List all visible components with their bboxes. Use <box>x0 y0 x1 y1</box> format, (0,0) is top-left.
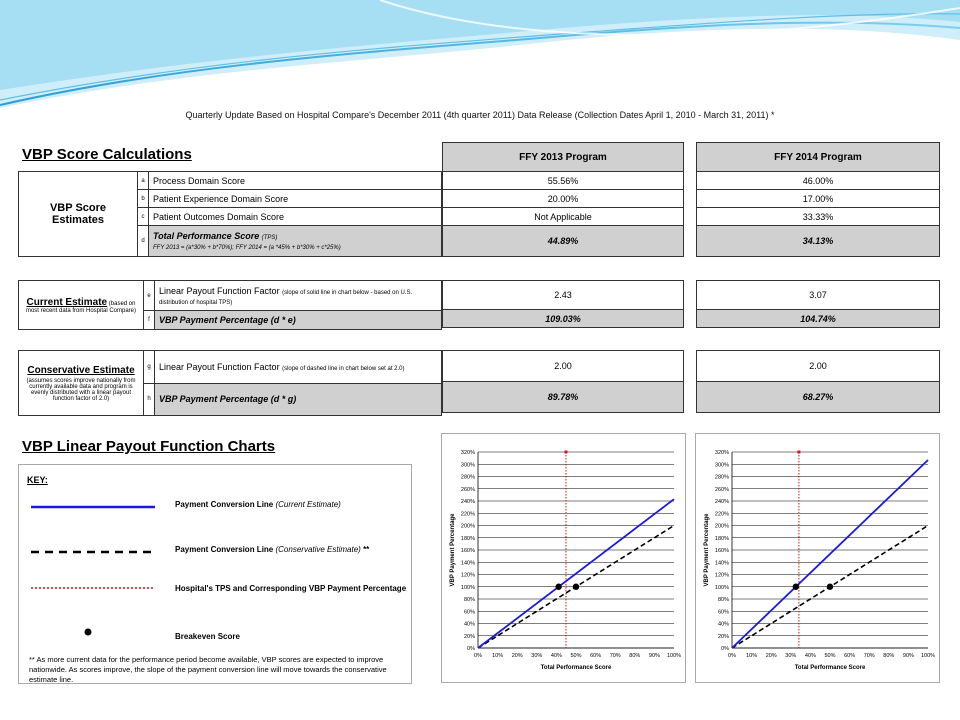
chart-ffy2014 <box>696 434 939 682</box>
chart-ffy2014-box <box>695 433 940 683</box>
breakeven-point <box>555 584 561 590</box>
x-tick-label: 100% <box>920 653 936 659</box>
y-tick-label: 160% <box>460 548 475 554</box>
row-letter: d <box>138 226 149 257</box>
y-tick-label: 140% <box>460 560 475 567</box>
breakeven-point <box>793 584 799 590</box>
row-letter: b <box>138 190 149 208</box>
key-item-breakeven: Breakeven Score <box>175 632 240 641</box>
chart-ffy2013-box <box>441 433 686 683</box>
x-tick-label: 0% <box>474 653 482 659</box>
y-tick-label: 320% <box>714 450 729 456</box>
y-tick-label: 100% <box>460 584 475 591</box>
x-tick-label: 20% <box>511 653 523 659</box>
row-letter: a <box>138 172 149 190</box>
y-tick-label: 180% <box>460 535 475 542</box>
row-letter: g <box>144 351 155 384</box>
ffy2014-header: FFY 2014 Program <box>697 143 940 172</box>
x-tick-label: 30% <box>531 653 543 659</box>
x-tick-label: 40% <box>550 653 562 659</box>
y-tick-label: 240% <box>714 499 729 505</box>
key-item-conservative-qualifier: (Conservative Estimate) <box>275 545 361 554</box>
x-tick-label: 80% <box>883 653 895 659</box>
header-swoosh <box>0 0 960 115</box>
ffy2013-process-value: 55.56% <box>443 172 684 190</box>
x-tick-label: 70% <box>609 653 621 659</box>
x-tick-label: 60% <box>590 653 602 659</box>
row-letter: h <box>144 383 155 416</box>
ffy2014-outcomes-value: 33.33% <box>697 208 940 226</box>
y-tick-label: 280% <box>714 474 729 481</box>
key-item-tps: Hospital's TPS and Corresponding VBP Payment Percentage <box>175 584 407 593</box>
y-tick-label: 200% <box>460 523 475 530</box>
y-tick-label: 0% <box>467 646 475 652</box>
conservative-factor-label-cell <box>155 351 442 384</box>
ffy2013-outcomes-value: Not Applicable <box>443 208 684 226</box>
key-item-conservative-suffix: ** <box>360 545 370 554</box>
key-dotted-line-icon <box>31 585 161 591</box>
row-letter: c <box>138 208 149 226</box>
current-estimate-label: Current Estimate <box>26 296 108 308</box>
tps-marker <box>797 451 800 454</box>
ffy2014-current-payment: 104.74% <box>697 310 940 328</box>
y-tick-label: 220% <box>714 511 729 518</box>
ffy2014-current-column <box>696 280 940 328</box>
key-item-current-qualifier: (Current Estimate) <box>275 500 341 509</box>
conservative-estimate-label: Conservative Estimate <box>27 364 135 376</box>
ffy2013-header: FFY 2013 Program <box>443 143 684 172</box>
key-item-current-label: Payment Conversion Line <box>175 500 274 509</box>
y-tick-label: 20% <box>463 633 475 640</box>
tps-abbr: (TPS) <box>261 235 278 241</box>
y-tick-label: 120% <box>460 572 475 579</box>
ffy2013-current-factor: 2.43 <box>443 281 684 310</box>
key-solid-line-icon <box>31 503 161 511</box>
x-tick-label: 30% <box>785 653 797 659</box>
tps-formula: FFY 2013 = (a*30% + b*70%); FFY 2014 = (a *45% + b*30% + c*25%) <box>153 245 341 251</box>
y-tick-label: 260% <box>460 486 475 493</box>
current-factor-note: (slope of solid line in chart below - based on U.S. distribution of hospital TPS) <box>159 289 413 306</box>
chart-ffy2013 <box>442 434 685 682</box>
x-tick-label: 50% <box>824 653 836 659</box>
ffy2013-current-column <box>442 280 684 328</box>
ffy2013-experience-value: 20.00% <box>443 190 684 208</box>
x-tick-label: 60% <box>844 653 856 659</box>
y-axis-label: VBP Payment Percentage <box>704 513 710 587</box>
y-tick-label: 220% <box>460 511 475 518</box>
key-dashed-line-icon <box>31 548 161 556</box>
y-tick-label: 180% <box>714 535 729 542</box>
conservative-payment-label: VBP Payment Percentage (d * g) <box>155 383 442 416</box>
ffy2014-conservative-factor: 2.00 <box>697 351 940 382</box>
x-tick-label: 20% <box>765 653 777 659</box>
y-tick-label: 100% <box>714 584 729 591</box>
y-tick-label: 40% <box>463 621 475 628</box>
x-tick-label: 70% <box>863 653 875 659</box>
key-dot-icon <box>83 627 93 637</box>
y-tick-label: 60% <box>717 609 729 616</box>
y-tick-label: 40% <box>717 621 729 628</box>
x-axis-label: Total Performance Score <box>794 665 866 671</box>
y-tick-label: 200% <box>714 523 729 530</box>
ffy2014-current-factor: 3.07 <box>697 281 940 310</box>
x-tick-label: 40% <box>804 653 816 659</box>
ffy2013-tps-value: 44.89% <box>443 226 684 257</box>
estimates-label: VBP Score Estimates <box>19 172 138 257</box>
y-tick-label: 280% <box>460 474 475 481</box>
y-tick-label: 320% <box>460 450 475 456</box>
ffy2013-current-payment: 109.03% <box>443 310 684 328</box>
tps-title: Total Performance Score <box>153 231 260 241</box>
ffy2014-experience-value: 17.00% <box>697 190 940 208</box>
x-tick-label: 90% <box>902 653 914 659</box>
outcomes-domain-label: Patient Outcomes Domain Score <box>149 208 442 226</box>
ffy2014-conservative-payment: 68.27% <box>697 382 940 413</box>
tps-marker <box>564 451 567 454</box>
row-letter: f <box>144 311 155 330</box>
x-tick-label: 80% <box>629 653 641 659</box>
current-series-line <box>732 460 928 648</box>
key-item-current <box>175 500 341 509</box>
current-factor-label-cell <box>155 281 442 311</box>
x-tick-label: 0% <box>728 653 736 659</box>
ffy2014-tps-value: 34.13% <box>697 226 940 257</box>
key-item-conservative-label: Payment Conversion Line <box>175 545 274 554</box>
y-tick-label: 80% <box>717 597 729 603</box>
y-tick-label: 300% <box>460 462 475 469</box>
calc-table <box>18 171 442 257</box>
current-estimate-note: (based on most recent data from Hospital Compare) <box>25 300 137 314</box>
ffy2013-calc-column <box>442 142 684 257</box>
key-footnote: ** As more current data for the performance period become available, VBP scores are expected to improve nationwide. As scores improve, the slope of the payment conversion line will move towards the conservative estimate line. <box>29 655 387 684</box>
current-payment-label: VBP Payment Percentage (d * e) <box>155 311 442 330</box>
y-tick-label: 240% <box>460 499 475 505</box>
breakeven-point <box>827 584 833 590</box>
tps-label <box>149 226 442 257</box>
ffy2013-conservative-payment: 89.78% <box>443 382 684 413</box>
current-estimate-table <box>18 280 442 330</box>
conservative-estimate-table <box>18 350 442 416</box>
x-tick-label: 10% <box>746 653 758 659</box>
y-tick-label: 20% <box>717 633 729 640</box>
y-tick-label: 260% <box>714 486 729 493</box>
y-tick-label: 0% <box>721 646 729 652</box>
ffy2013-conservative-column <box>442 350 684 413</box>
row-letter: e <box>144 281 155 311</box>
y-tick-label: 60% <box>463 609 475 616</box>
ffy2014-process-value: 46.00% <box>697 172 940 190</box>
conservative-factor-note: (slope of dashed line in chart below set at 2.0) <box>282 365 405 372</box>
current-series-line <box>478 499 674 648</box>
y-axis-label: VBP Payment Percentage <box>450 513 456 587</box>
charts-section-title: VBP Linear Payout Function Charts <box>22 438 276 455</box>
x-tick-label: 100% <box>666 653 682 659</box>
current-estimate-label-cell <box>19 281 144 330</box>
chart-key <box>18 464 412 684</box>
breakeven-point <box>573 584 579 590</box>
x-tick-label: 50% <box>570 653 582 659</box>
conservative-factor-label: Linear Payout Function Factor <box>159 361 280 372</box>
current-factor-label: Linear Payout Function Factor <box>159 285 280 296</box>
conservative-estimate-note: (assumes scores improve nationally from currently available data and program is evenly distributed with a linear payout function factor of 2.0) <box>26 377 136 402</box>
x-tick-label: 10% <box>492 653 504 659</box>
ffy2013-conservative-factor: 2.00 <box>443 351 684 382</box>
ffy2014-calc-column <box>696 142 940 257</box>
key-item-conservative <box>175 545 369 554</box>
experience-domain-label: Patient Experience Domain Score <box>149 190 442 208</box>
x-axis-label: Total Performance Score <box>540 665 612 671</box>
ffy2014-conservative-column <box>696 350 940 413</box>
calc-section-title: VBP Score Calculations <box>22 146 192 163</box>
y-tick-label: 160% <box>714 548 729 554</box>
key-title: KEY: <box>27 475 48 485</box>
y-tick-label: 300% <box>714 462 729 469</box>
y-tick-label: 140% <box>714 560 729 567</box>
x-tick-label: 90% <box>648 653 660 659</box>
process-domain-label: Process Domain Score <box>149 172 442 190</box>
y-tick-label: 120% <box>714 572 729 579</box>
conservative-estimate-label-cell <box>19 351 144 416</box>
y-tick-label: 80% <box>463 597 475 603</box>
page-subtitle: Quarterly Update Based on Hospital Compare's December 2011 (4th quarter 2011) Data Release (Collection Dates April 1, 2010 - March 31, 2011) * <box>185 110 775 120</box>
